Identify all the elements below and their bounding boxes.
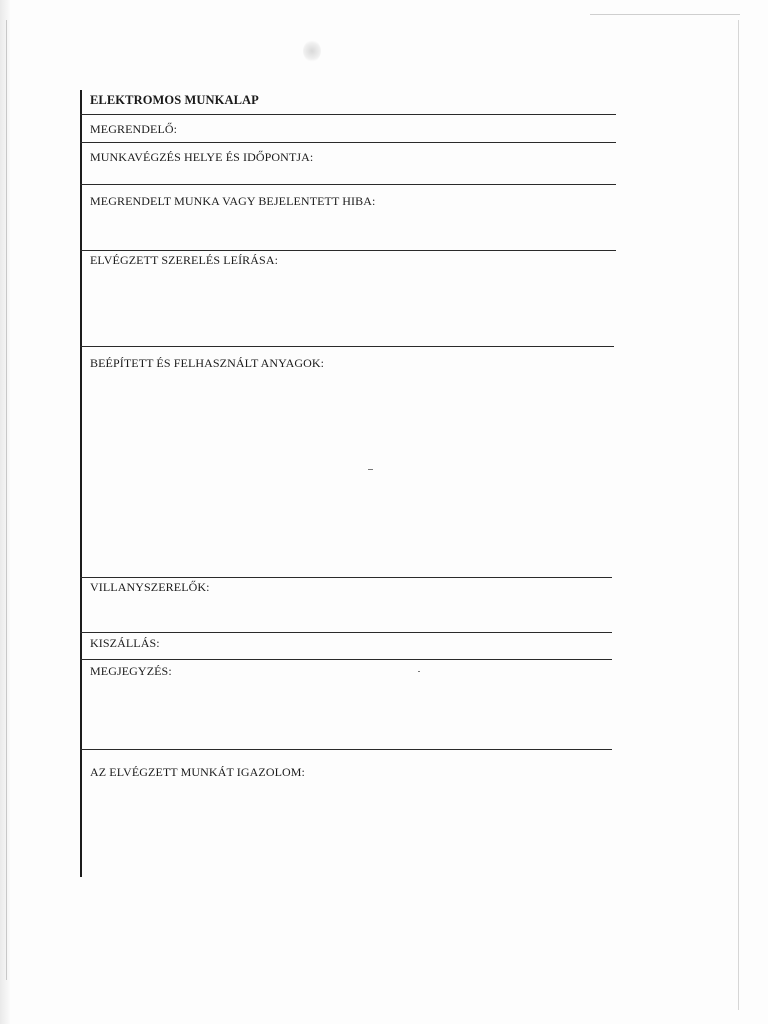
scan-right-border-line: [738, 20, 739, 1010]
form-title: ELEKTROMOS MUNKALAP: [90, 93, 259, 107]
scan-left-edge: [0, 0, 10, 1024]
label-kiszallas: KISZÁLLÁS:: [90, 636, 160, 650]
label-szereles-leirasa: ELVÉGZETT SZERELÉS LEÍRÁSA:: [90, 253, 279, 267]
scan-speck: [418, 671, 420, 672]
divider-line: [80, 142, 616, 143]
scan-smudge: [303, 40, 321, 62]
divider-line: [80, 184, 616, 185]
label-megjegyzes: MEGJEGYZÉS:: [90, 664, 172, 678]
label-megrendelt-munka: MEGRENDELT MUNKA VAGY BEJELENTETT HIBA:: [90, 194, 376, 208]
label-igazolom: AZ ELVÉGZETT MUNKÁT IGAZOLOM:: [90, 765, 305, 779]
label-anyagok: BEÉPÍTETT ÉS FELHASZNÁLT ANYAGOK:: [90, 356, 325, 370]
scan-top-border-line: [590, 14, 740, 15]
divider-line: [80, 659, 612, 660]
divider-line: [80, 577, 612, 578]
divider-line: [80, 114, 616, 115]
label-megrendelo: MEGRENDELŐ:: [90, 122, 178, 136]
label-helye-idopontja: MUNKAVÉGZÉS HELYE ÉS IDŐPONTJA:: [90, 150, 314, 164]
label-villanyszerelok: VILLANYSZERELŐK:: [90, 580, 210, 594]
divider-line: [80, 250, 616, 251]
scan-left-border-line: [6, 20, 7, 980]
divider-line: [80, 749, 612, 750]
scan-speck: [368, 469, 373, 470]
divider-line: [80, 632, 612, 633]
form-left-rule: [80, 90, 82, 877]
divider-line: [80, 346, 614, 347]
